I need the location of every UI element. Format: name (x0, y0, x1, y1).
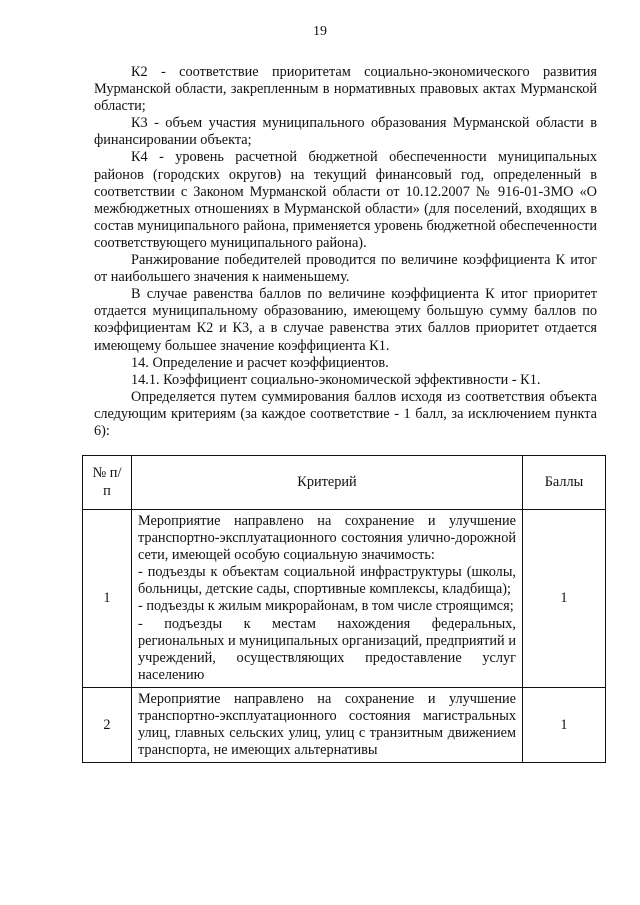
criterion-cell (132, 687, 523, 762)
section-heading-14-1: 14.1. Коэффициент социально-экономической эффективности - К1. (131, 371, 541, 388)
criterion-line: - подъезды к местам нахождения федеральных, региональных и муниципальных организаций, предприятий и учреждений, осуществляющих предоставление услуг населению (138, 615, 516, 683)
criterion-line: - подъезды к объектам социальной инфраструктуры (школы, больницы, детские сады, спортивные комплексы, кладбища); (138, 564, 516, 598)
table-row (83, 687, 606, 762)
header-num: № п/п (83, 456, 132, 510)
header-criterion: Критерий (132, 456, 523, 510)
table-row (83, 510, 606, 688)
paragraph-ranking: Ранжирование победителей проводится по величине коэффициента К итог от наибольшего значения к наименьшему. (94, 252, 597, 286)
row-number: 1 (83, 510, 132, 688)
page-number: 19 (313, 24, 327, 39)
section-heading-14: 14. Определение и расчет коэффициентов. (131, 354, 389, 371)
row-score: 1 (523, 510, 606, 688)
criteria-table (82, 455, 606, 763)
row-score: 1 (523, 687, 606, 762)
criterion-line: Мероприятие направлено на сохранение и улучшение транспортно-эксплуатационного состояния магистральных улиц, главных сельских улиц, улиц с транзитным движением транспорта, не имеющих альтернативы (138, 690, 516, 759)
criterion-cell (132, 510, 523, 688)
paragraph-k3: К3 - объем участия муниципального образования Мурманской области в финансировании объекта; (94, 115, 597, 149)
criterion-line: - подъезды к жилым микрорайонам, в том числе строящимся; (138, 598, 514, 615)
body-text (94, 64, 597, 440)
paragraph-k4: К4 - уровень расчетной бюджетной обеспеченности муниципальных районов (городских округов) на текущий финансовый год, определенный в соответствии с Законом Мурманской области от 10.12.2007 № 916-01-ЗМО «О межбюджетных отношениях в Мурманской области» (для поселений, входящих в состав муниципального района, применяется уровень бюджетной обеспеченности соответствующего муниципального района). (94, 149, 597, 251)
header-score: Баллы (523, 456, 606, 510)
paragraph-definition: Определяется путем суммирования баллов исходя из соответствия объекта следующим критериям (за каждое соответствие - 1 балл, за исключением пункта 6): (94, 388, 597, 439)
paragraph-tie-break: В случае равенства баллов по величине коэффициента К итог приоритет отдается муниципальному образованию, имеющему большую сумму баллов по коэффициентам К2 и К3, а в случае равенства этих баллов приоритет отдается имеющему большее значение коэффициента К1. (94, 286, 597, 354)
criterion-line: Мероприятие направлено на сохранение и улучшение транспортно-эксплуатационного состояния улично-дорожной сети, имеющей особую социальную значимость: (138, 513, 516, 564)
paragraph-k2: К2 - соответствие приоритетам социально-экономического развития Мурманской области, закрепленным в нормативных правовых актах Мурманской области; (94, 64, 597, 115)
table-header-row (83, 456, 606, 510)
row-number: 2 (83, 687, 132, 762)
